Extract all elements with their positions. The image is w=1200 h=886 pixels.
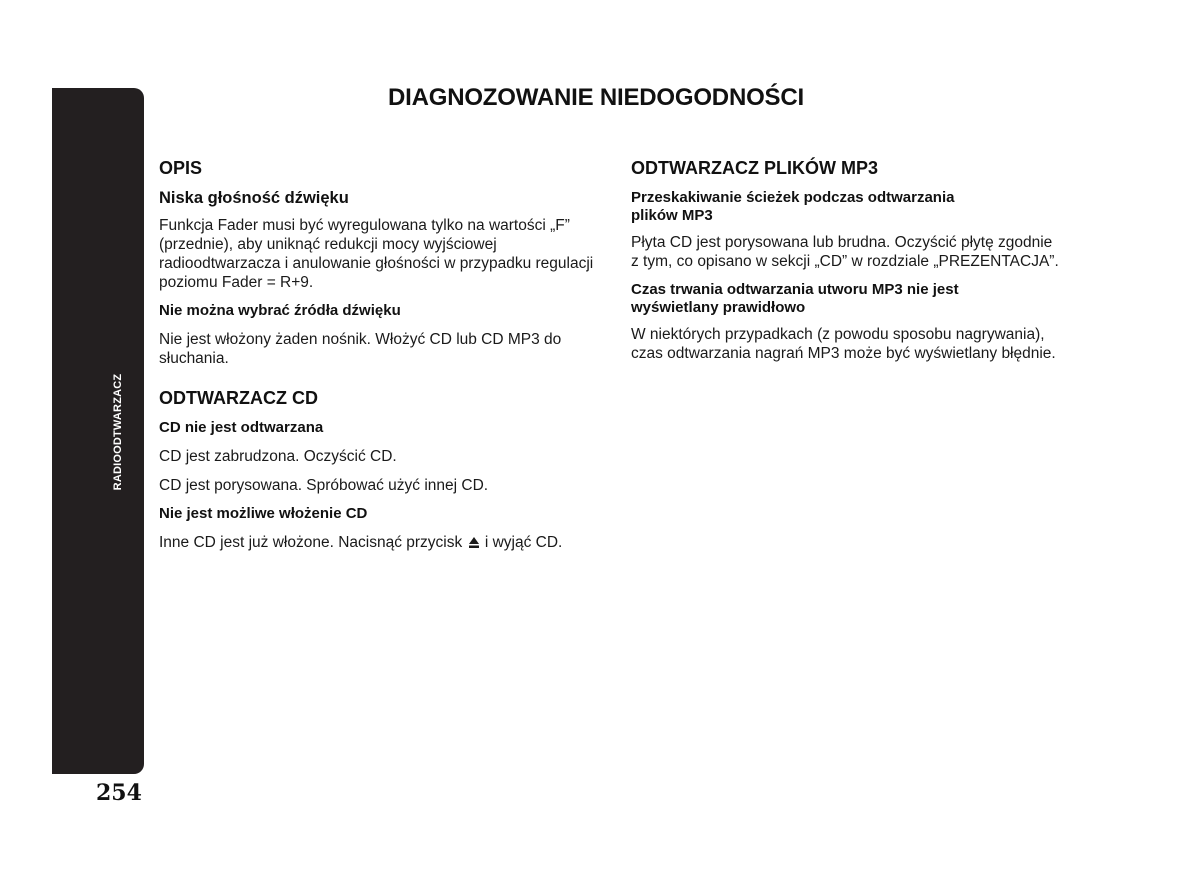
item-title-duration-display-line1: Czas trwania odtwarzania utworu MP3 nie jest bbox=[631, 281, 959, 298]
item-title-cd-not-playing: CD nie jest odtwarzana bbox=[159, 419, 324, 436]
cd-insert-text-before: Inne CD jest już włożone. Nacisnąć przycisk bbox=[159, 534, 463, 551]
item-title-duration-display bbox=[631, 281, 1081, 317]
cd-insert-text bbox=[159, 533, 609, 552]
item-title-cd-insert-impossible: Nie jest możliwe włożenie CD bbox=[159, 505, 368, 522]
duration-display-text bbox=[631, 325, 1081, 363]
duration-display-text-line2: czas odtwarzania nagrań MP3 może być wyświetlany błędnie. bbox=[631, 345, 1056, 362]
item-title-duration-display-line2: wyświetlany prawidłowo bbox=[631, 299, 806, 316]
left-column bbox=[159, 158, 609, 562]
item-title-track-skipping bbox=[631, 189, 1081, 225]
page-title: DIAGNOZOWANIE NIEDOGODNOŚCI bbox=[388, 84, 804, 111]
cd-insert-text-after: i wyjąć CD. bbox=[484, 534, 563, 551]
cd-dirty-text: CD jest zabrudzona. Oczyścić CD. bbox=[159, 448, 397, 465]
no-source-text: Nie jest włożony żaden nośnik. Włożyć CD lub CD MP3 do słuchania. bbox=[159, 331, 562, 367]
page-number: 254 bbox=[96, 780, 142, 806]
low-volume-text: Funkcja Fader musi być wyregulowana tylko na wartości „F” (przednie), aby uniknąć redukcji mocy wyjściowej radioodtwarzacza i anulowanie głośności w przypadku regulacji poziomu Fader = R+9. bbox=[159, 217, 594, 291]
item-title-track-skipping-line2: plików MP3 bbox=[631, 207, 713, 224]
subsection-title-low-volume: Niska głośność dźwięku bbox=[159, 189, 349, 207]
chapter-side-tab bbox=[52, 88, 144, 774]
chapter-tab-label: RADIOODTWARZACZ bbox=[112, 373, 124, 491]
cd-scratched-text: CD jest porysowana. Spróbować użyć innej CD. bbox=[159, 477, 489, 494]
section-title-cd-player: ODTWARZACZ CD bbox=[159, 388, 318, 408]
eject-icon bbox=[469, 537, 479, 548]
track-skipping-text bbox=[631, 233, 1081, 271]
item-title-no-source: Nie można wybrać źródła dźwięku bbox=[159, 302, 401, 319]
item-title-track-skipping-line1: Przeskakiwanie ścieżek podczas odtwarzania bbox=[631, 189, 955, 206]
track-skipping-text-line2: z tym, co opisano w sekcji „CD” w rozdziale „PREZENTACJA”. bbox=[631, 253, 1059, 270]
section-title-opis: OPIS bbox=[159, 158, 203, 178]
right-column bbox=[631, 158, 1081, 373]
duration-display-text-line1: W niektórych przypadkach (z powodu sposobu nagrywania), bbox=[631, 326, 1045, 343]
section-title-mp3-player: ODTWARZACZ PLIKÓW MP3 bbox=[631, 158, 878, 178]
track-skipping-text-line1: Płyta CD jest porysowana lub brudna. Oczyścić płytę zgodnie bbox=[631, 234, 1053, 251]
